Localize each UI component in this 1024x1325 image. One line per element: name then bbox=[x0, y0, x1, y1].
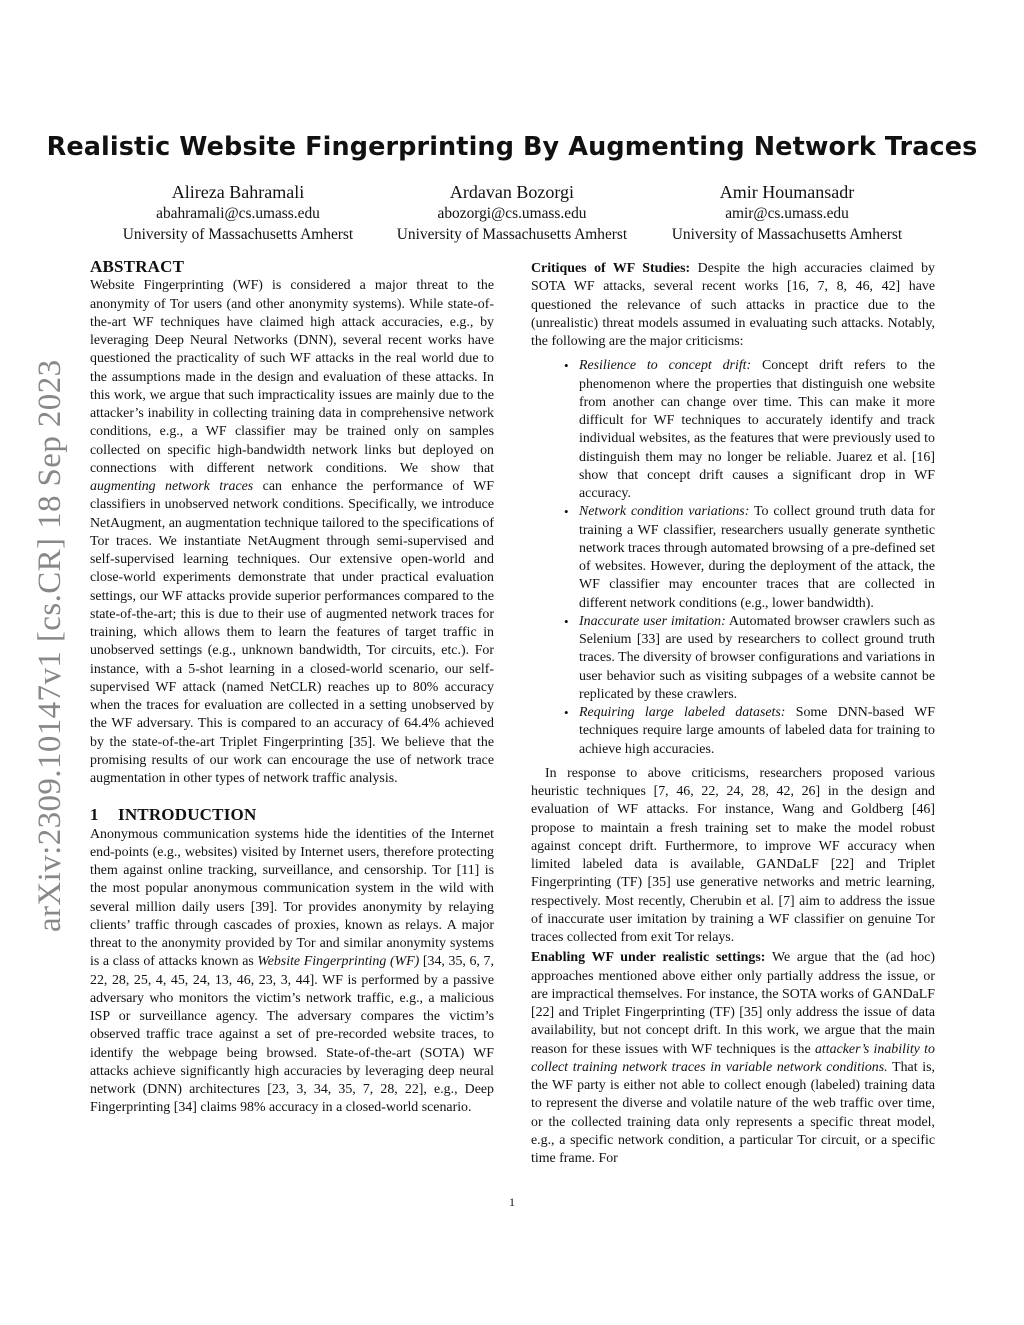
list-item: • Network condition variations: To collect ground truth data for training a WF classifier, researchers usually generate synthetic network traces through automated browsing of a pre-defined set of websites. However, during the deployment of the attack, the WF classifier may encounter traces that are collected in different network conditions (e.g., lower bandwidth). bbox=[579, 503, 935, 613]
author-name: Alireza Bahramali bbox=[171, 182, 305, 202]
left-column bbox=[90, 258, 494, 1118]
author-affiliation: University of Massachusetts Amherst bbox=[671, 226, 903, 243]
critiques-runin-heading: Critiques of WF Studies: bbox=[531, 261, 691, 276]
enabling-paragraph: Enabling WF under realistic settings: We argue that the (ad hoc) approaches mentioned above either only partially address the issue, or are impractical themselves. For instance, the SOTA works of GANDaLF [22] and Triplet Fingerprinting (TF) [35] only address the issue of data availability, but not concept drift. In this work, we argue that the main reason for these issues with WF techniques is the attacker’s inability to collect training network traces in variable network conditions. That is, the WF party is either not able to collect enough (labeled) training data to represent the diverse and volatile nature of the web traffic over time, or the collected training data only represents a specific threat model, e.g., a specific network condition, a particular Tor circuit, or a specific time frame. For bbox=[531, 950, 935, 1166]
author-affiliation: University of Massachusetts Amherst bbox=[122, 226, 354, 243]
right-column bbox=[531, 260, 935, 1168]
abstract-text: Website Fingerprinting (WF) is considered a major threat to the anonymity of Tor users (and other anonymity systems). While state-of-the-art WF techniques have claimed high attack accuracies, e.g., by leveraging Deep Neural Networks (DNN), several recent works have questioned the practicality of such WF attacks in the real world due to the assumptions made in the design and evaluation of these attacks. In this work, we argue that such impracticality issues are mainly due to the attacker’s inability in collecting training data in comprehensive network conditions, e.g., a WF classifier may be trained only on samples collected on specific high-bandwidth network links but deployed on connections with different network conditions. We show that augmenting network traces can enhance the performance of WF classifiers in unobserved network conditions. Specifically, we introduce NetAugment, an augmentation technique tailored to the specifications of Tor traces. We instantiate NetAugment through semi-supervised and self-supervised learning techniques. Our extensive open-world and close-world experiments demonstrate that under practical evaluation settings, our WF attacks provide superior performances compared to the state-of-the-art; this is due to their use of augmented network traces for training, which allows them to learn the features of target traffic in unobserved settings (e.g., unknown bandwidth, Tor circuits, etc.). For instance, with a 5-shot learning in a closed-world scenario, our self-supervised WF attack (named NetCLR) reaches up to 80% accuracy when the traces for evaluation are collected in a setting unobserved by the WF adversary. This is compared to an accuracy of 64.4% achieved by the state-of-the-art Triplet Fingerprinting [35]. We believe that the promising results of our work can encourage the use of network trace augmentation in other types of network traffic analysis. bbox=[90, 278, 494, 786]
author-email: amir@cs.umass.edu bbox=[725, 205, 849, 222]
author-name: Ardavan Bozorgi bbox=[449, 182, 575, 202]
author-email: abozorgi@cs.umass.edu bbox=[437, 205, 587, 222]
introduction-heading bbox=[90, 806, 494, 824]
list-item: • Requiring large labeled datasets: Some DNN-based WF techniques require large amounts of labeled data for training to achieve high accuracies. bbox=[579, 704, 935, 759]
critiques-paragraph: Critiques of WF Studies: Despite the high accuracies claimed by SOTA WF attacks, several recent works [16, 7, 8, 46, 42] have questioned the relevance of such attacks in practice due to the (unrealistic) threat models assumed in evaluating such attacks. Notably, the following are the major criticisms: bbox=[531, 261, 935, 349]
author-name: Amir Houmansadr bbox=[719, 182, 855, 202]
enabling-runin-heading: Enabling WF under realistic settings: bbox=[531, 950, 766, 966]
section-number: 1 bbox=[90, 805, 99, 825]
arxiv-identifier: arXiv:2309.10147v1 [cs.CR] 18 Sep 2023 bbox=[32, 359, 68, 932]
list-item: • Inaccurate user imitation: Automated browser crawlers such as Selenium [33] are used by researchers to collect ground truth traces. The diversity of browser configurations and variations in user behavior such as visiting subpages of a website cannot be replicated by these crawlers. bbox=[579, 613, 935, 704]
response-paragraph: In response to above criticisms, researchers proposed various heuristic techniques [7, 46, 22, 24, 28, 42, 26] in the design and evaluation of WF attacks. For instance, Wang and Goldberg [46] propose to maintain a fresh training set to make the model robust against concept drift. Furthermore, to improve WF accuracy when limited labeled data is available, GANDaLF [22] and Triplet Fingerprinting (TF) [35] use generative networks and metric learning, respectively. Most recently, Cherubin et al. [7] aim to address the issue of inaccurate user imitation by training a WF classifier on genuine Tor traces collected from exit Tor relays. bbox=[531, 765, 935, 945]
criticism-list bbox=[531, 357, 935, 759]
author-block-1 bbox=[88, 182, 388, 245]
author-block-2 bbox=[362, 182, 662, 245]
list-item: • Resilience to concept drift: Concept drift refers to the phenomenon where the properties that distinguish one website from another can change over time. This can make it more difficult for WF techniques to accurately identify and track individual websites, as the features that were previously used to distinguish them may no longer be reliable. Juarez et al. [16] show that concept drift causes a significant drop in WF accuracy. bbox=[579, 357, 935, 503]
section-title: INTRODUCTION bbox=[118, 805, 257, 825]
introduction-paragraph: Anonymous communication systems hide the identities of the Internet end-points (e.g., websites) visited by Internet users, therefore protecting them against online tracking, surveillance, and censorship. Tor [11] is the most popular anonymous communication system in the wild with several million daily users [39]. Tor provides anonymity by relaying clients’ traffic through cascades of proxies, known as relays. A major threat to the anonymity provided by Tor and similar anonymity systems is a class of attacks known as Website Fingerprinting (WF) [34, 35, 6, 7, 22, 28, 25, 4, 45, 24, 13, 46, 23, 3, 44]. WF is performed by a passive adversary who monitors the victim’s network traffic, e.g., a malicious ISP or surveillance agency. The adversary compares the victim’s observed traffic trace against a set of pre-recorded website traces, to identify the webpage being browsed. State-of-the-art (SOTA) WF attacks achieve significantly high accuracies by leveraging deep neural network (DNN) architectures [23, 3, 34, 35, 7, 28, 22], e.g., Deep Fingerprinting [34] claims 98% accuracy in a closed-world scenario. bbox=[90, 826, 494, 1116]
paper-title: Realistic Website Fingerprinting By Augmenting Network Traces bbox=[46, 132, 978, 162]
page-number: 1 bbox=[509, 1195, 515, 1209]
abstract-heading: ABSTRACT bbox=[90, 257, 185, 276]
author-email: abahramali@cs.umass.edu bbox=[156, 205, 320, 222]
author-affiliation: University of Massachusetts Amherst bbox=[396, 226, 628, 243]
author-block-3 bbox=[637, 182, 937, 245]
